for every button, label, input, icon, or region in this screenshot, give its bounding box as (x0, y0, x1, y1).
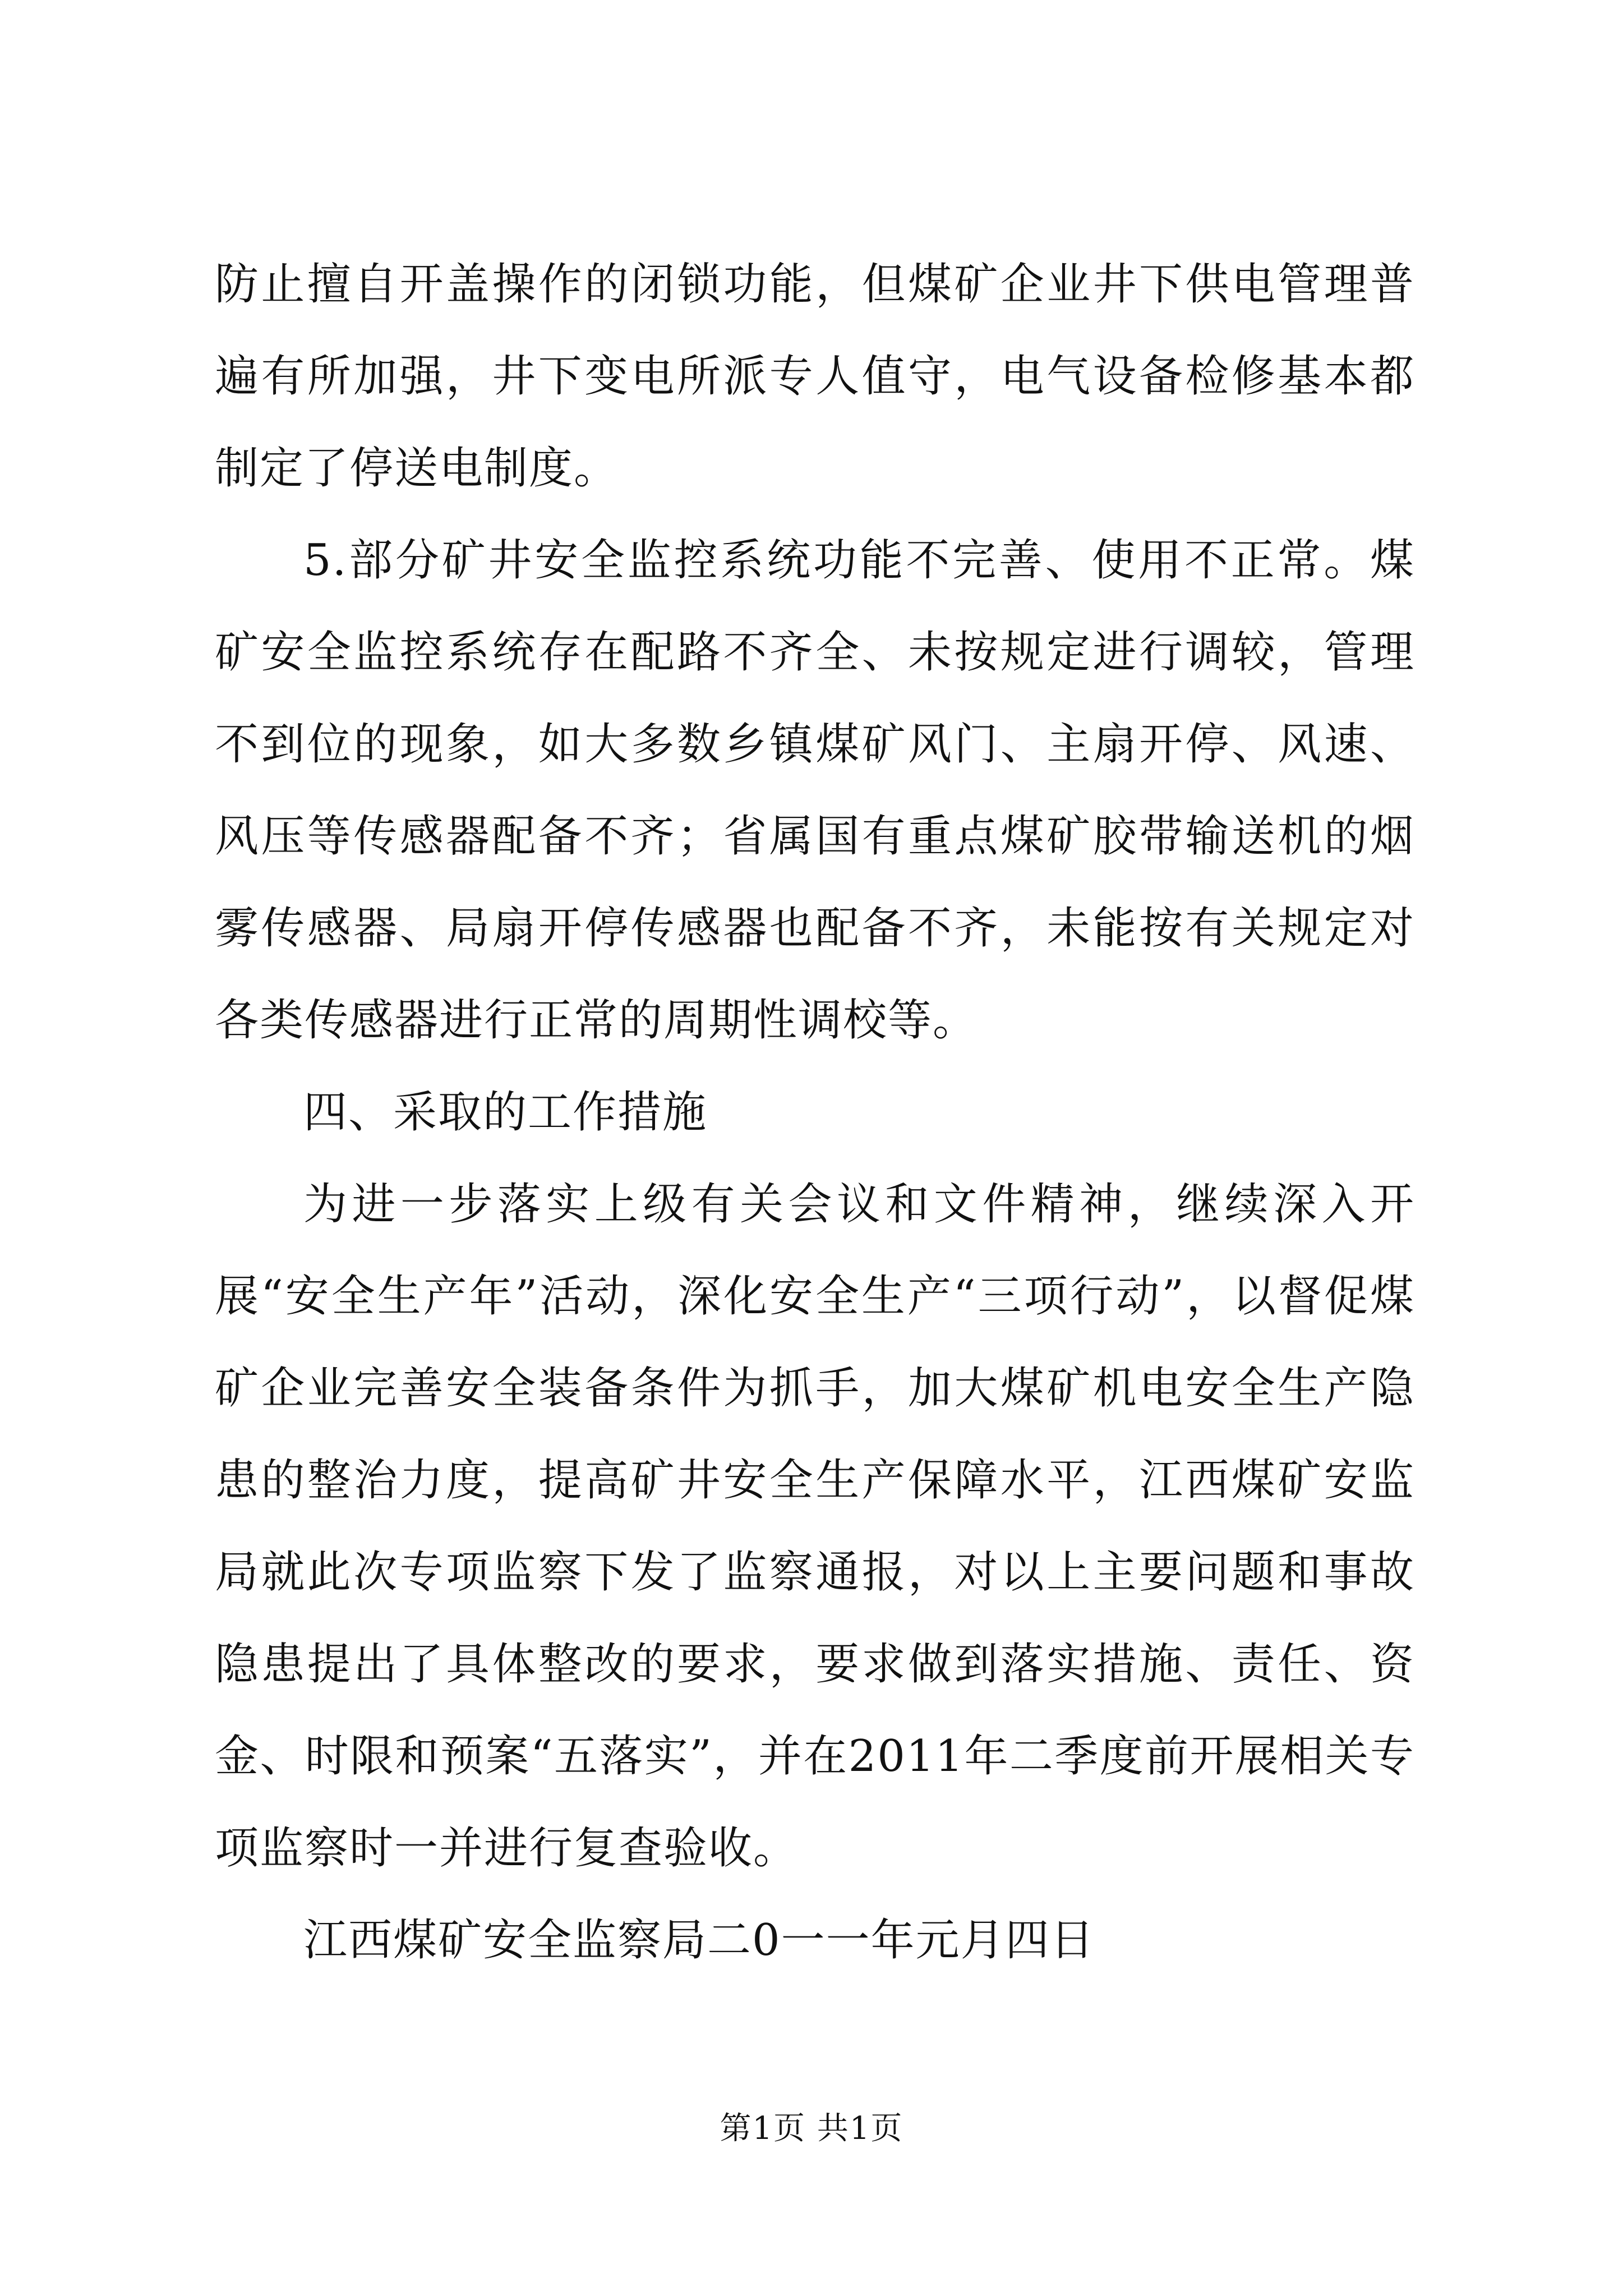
document-body (215, 238, 1415, 1986)
paragraph-measures: 为进一步落实上级有关会议和文件精神，继续深入开展“安全生产年”活动，深化安全生产“三项行动”，以督促煤矿企业完善安全装备条件为抓手，加大煤矿机电安全生产隐患的整治力度，提高矿井安全生产保障水平，江西煤矿安监局就此次专项监察下发了监察通报，对以上主要问题和事故隐患提出了具体整改的要求，要求做到落实措施、责任、资金、时限和预案“五落实”，并在2011年二季度前开展相关专项监察时一并进行复查验收。 (215, 1179, 1415, 1874)
section-heading: 四、采取的工作措施 (303, 1087, 708, 1138)
signature-date: 江西煤矿安全监察局二0一一年元月四日 (303, 1915, 1095, 1966)
paragraph-continuation: 防止擅自开盖操作的闭锁功能，但煤矿企业井下供电管理普遍有所加强，井下变电所派专人值守，电气设备检修基本都制定了停送电制度。 (215, 259, 1415, 494)
page-footer: 第1页 共1页 (720, 2110, 903, 2147)
paragraph-item-5: 5.部分矿井安全监控系统功能不完善、使用不正常。煤矿安全监控系统存在配路不齐全、未按规定进行调较，管理不到位的现象，如大多数乡镇煤矿风门、主扇开停、风速、风压等传感器配备不齐；省属国有重点煤矿胶带输送机的烟雾传感器、局扇开停传感器也配备不齐，未能按有关规定对各类传感器进行正常的周期性调校等。 (215, 535, 1415, 1046)
